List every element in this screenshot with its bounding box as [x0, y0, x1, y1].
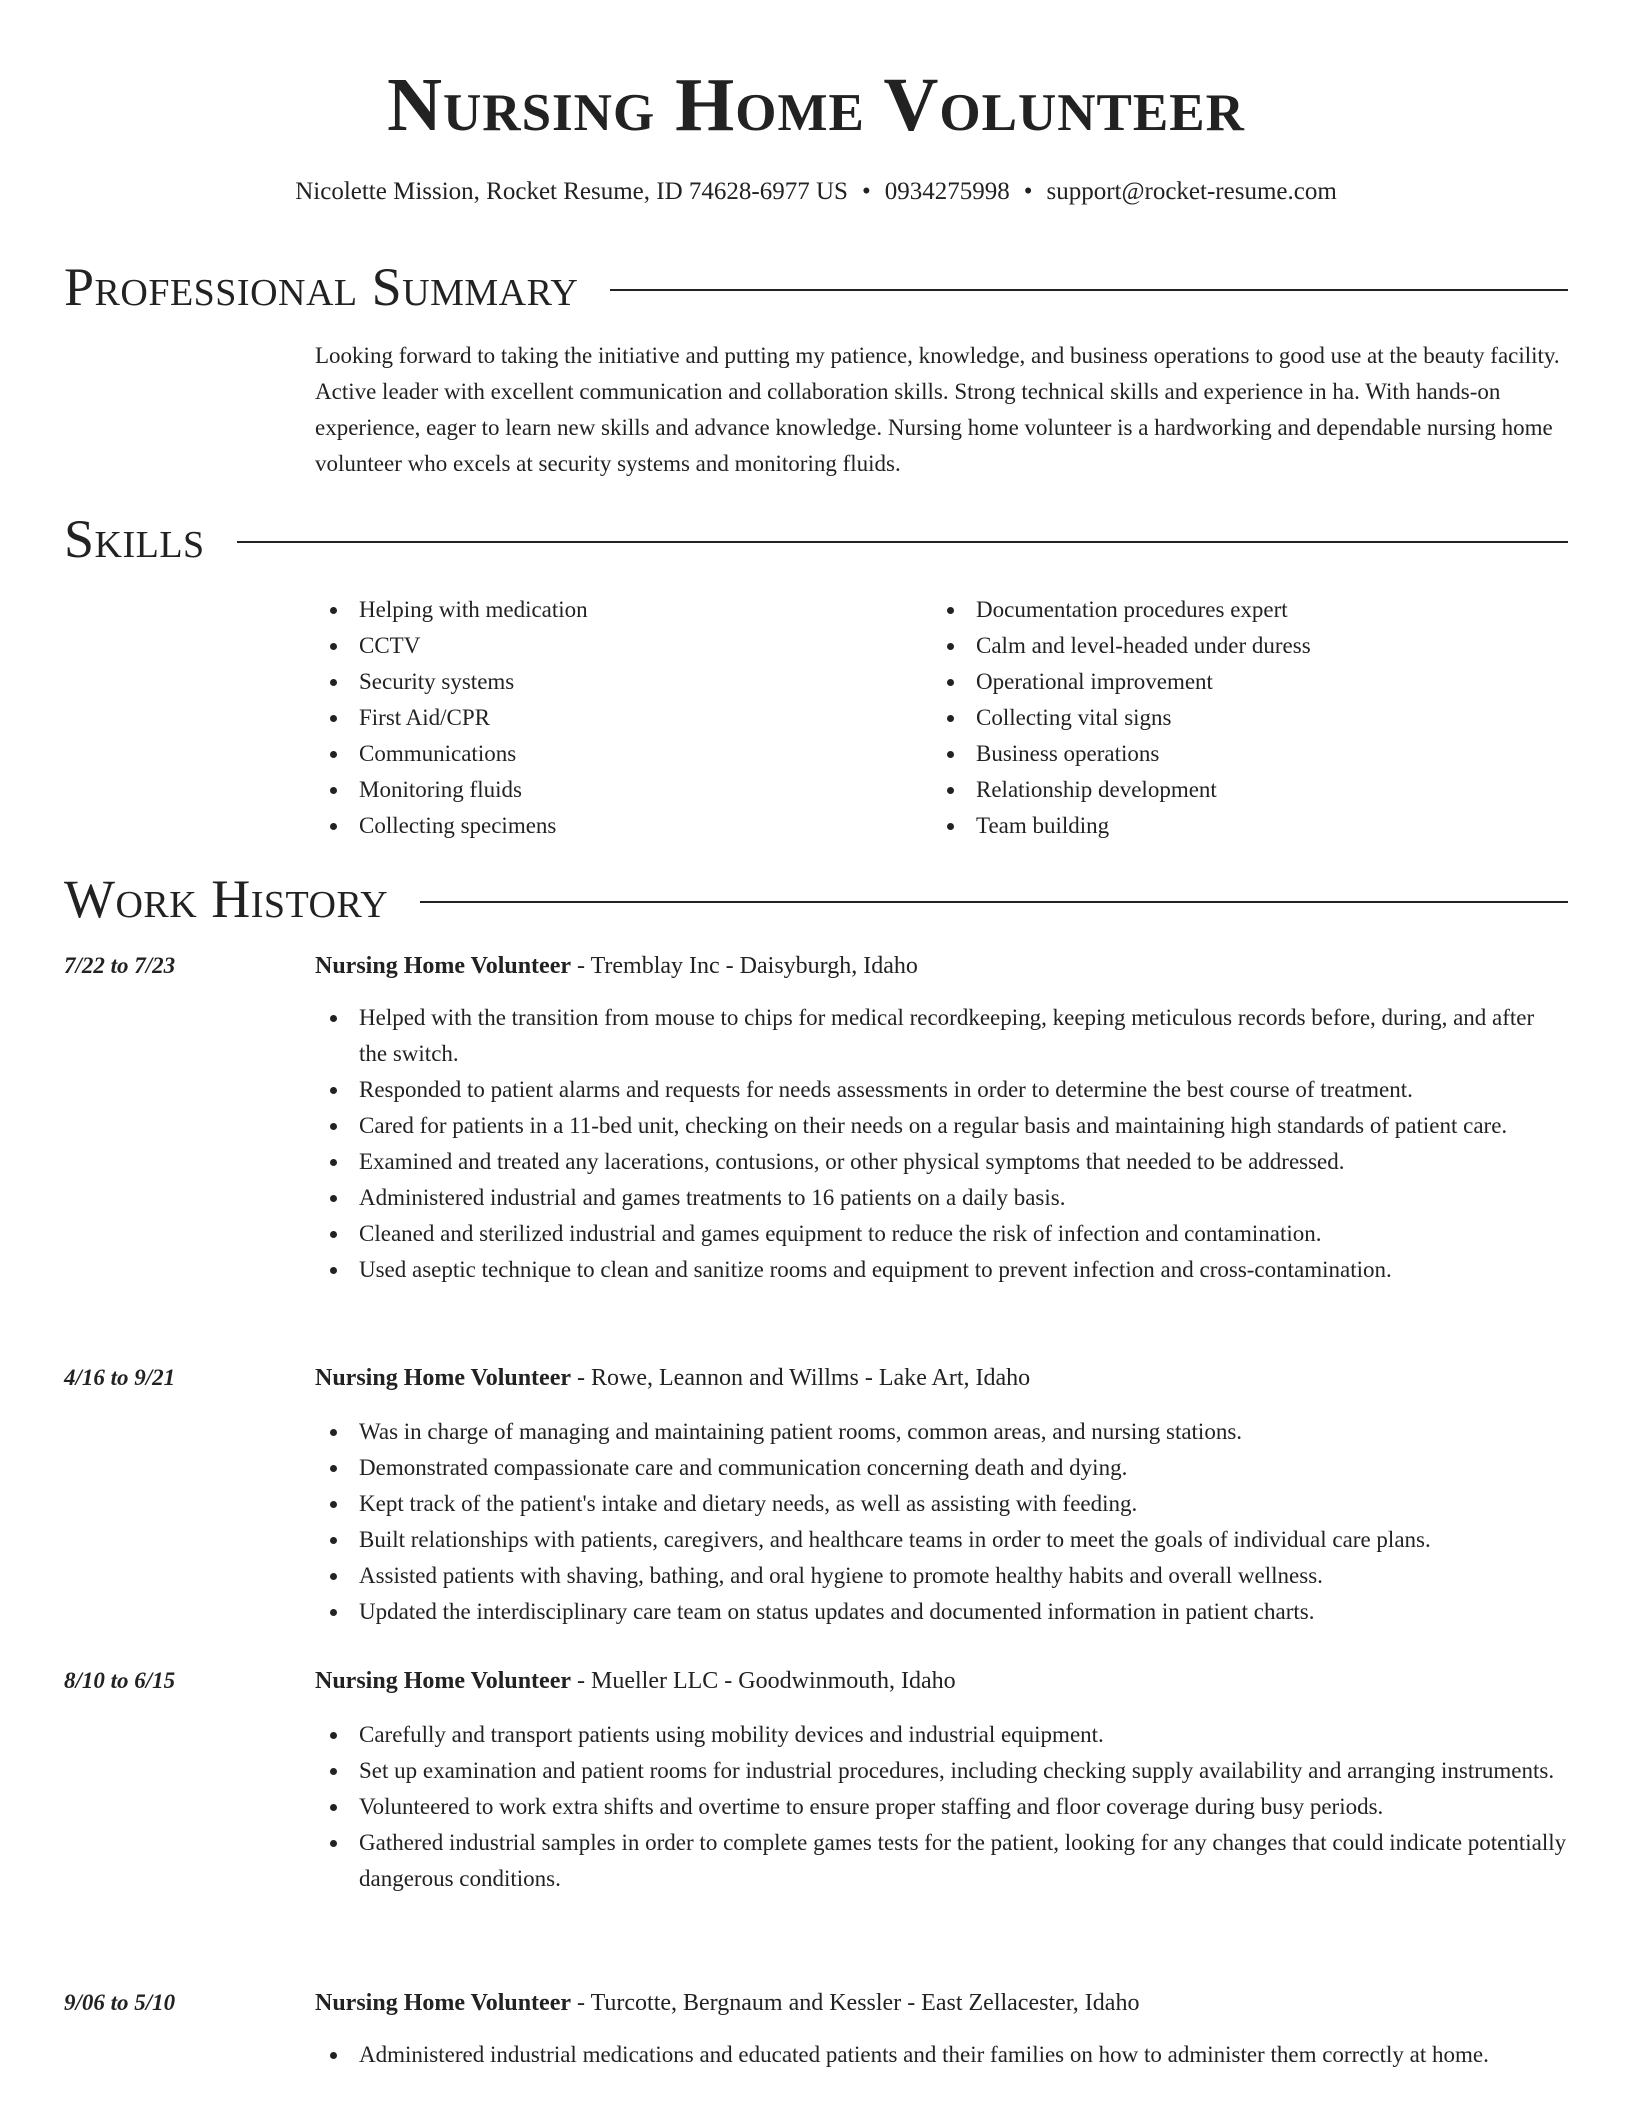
job-dates: 7/22 to 7/23	[64, 953, 176, 978]
duty-item: Cleaned and sterilized industrial and games equipment to reduce the risk of infection and contamination.	[315, 1216, 1568, 1252]
job-dates: 9/06 to 5/10	[64, 1990, 176, 2015]
job-company: - Mueller LLC - Goodwinmouth, Idaho	[571, 1668, 956, 1694]
section-header-summary	[64, 256, 1568, 318]
duty-item: Carefully and transport patients using mobility devices and industrial equipment.	[315, 1717, 1568, 1753]
duty-item: Helped with the transition from mouse to chips for medical recordkeeping, keeping meticulous records before, during, and after the switch.	[315, 1000, 1568, 1072]
job-dates: 8/10 to 6/15	[64, 1668, 176, 1693]
duty-item: Used aseptic technique to clean and sanitize rooms and equipment to prevent infection and cross-contamination.	[315, 1252, 1568, 1288]
job-dates: 4/16 to 9/21	[64, 1365, 176, 1390]
job-title: Nursing Home Volunteer	[315, 1990, 572, 2016]
job-duties	[315, 2037, 1568, 2073]
job-title: Nursing Home Volunteer	[315, 953, 572, 979]
job-duties	[315, 1414, 1568, 1630]
section-title-work-history: Work History	[64, 869, 389, 929]
job-company: - Turcotte, Bergnaum and Kessler - East Zellacester, Idaho	[571, 1990, 1140, 2016]
email-link[interactable]: support@rocket-resume.com	[1046, 178, 1337, 205]
skill-item: Collecting specimens	[315, 808, 932, 844]
job-company: - Tremblay Inc - Daisyburgh, Idaho	[571, 953, 918, 979]
duty-item: Built relationships with patients, caregivers, and healthcare teams in order to meet the goals of individual care plans.	[315, 1522, 1568, 1558]
duty-item: Responded to patient alarms and requests for needs assessments in order to determine the best course of treatment.	[315, 1072, 1568, 1108]
duty-item: Administered industrial medications and educated patients and their families on how to administer them correctly at home.	[315, 2037, 1568, 2073]
duty-item: Examined and treated any lacerations, contusions, or other physical symptoms that needed to be addressed.	[315, 1144, 1568, 1180]
duty-item: Assisted patients with shaving, bathing, and oral hygiene to promote healthy habits and overall wellness.	[315, 1558, 1568, 1594]
job-title-line	[315, 948, 918, 984]
duty-item: Volunteered to work extra shifts and overtime to ensure proper staffing and floor coverage during busy periods.	[315, 1789, 1568, 1825]
skill-item: Documentation procedures expert	[932, 592, 1549, 628]
section-header-skills	[64, 508, 1568, 570]
job-title-line	[315, 1663, 956, 1699]
job-duties	[315, 1717, 1568, 1897]
job-title-line	[315, 1985, 1139, 2021]
section-divider	[420, 901, 1568, 903]
section-header-work-history	[64, 868, 1568, 930]
contact-line	[0, 175, 1632, 209]
duty-item: Cared for patients in a 11-bed unit, checking on their needs on a regular basis and maintaining high standards of patient care.	[315, 1108, 1568, 1144]
skill-item: Collecting vital signs	[932, 700, 1549, 736]
job-duties	[315, 1000, 1568, 1288]
job-company: - Rowe, Leannon and Willms - Lake Art, Idaho	[571, 1365, 1031, 1391]
skill-item: Operational improvement	[932, 664, 1549, 700]
separator-dot: •	[1023, 178, 1033, 205]
duty-item: Updated the interdisciplinary care team on status updates and documented information in patient charts.	[315, 1594, 1568, 1630]
duty-item: Gathered industrial samples in order to complete games tests for the patient, looking for any changes that could indicate potentially dangerous conditions.	[315, 1825, 1568, 1897]
address: Nicolette Mission, Rocket Resume, ID 74628-6977 US	[295, 178, 848, 205]
skill-item: Calm and level-headed under duress	[932, 628, 1549, 664]
duty-item: Set up examination and patient rooms for industrial procedures, including checking supply availability and arranging instruments.	[315, 1753, 1568, 1789]
skills-list	[315, 592, 1568, 844]
duty-item: Administered industrial and games treatments to 16 patients on a daily basis.	[315, 1180, 1568, 1216]
job-title: Nursing Home Volunteer	[315, 1365, 572, 1391]
candidate-name: Nursing Home Volunteer	[387, 63, 1245, 147]
skill-item: Monitoring fluids	[315, 772, 932, 808]
summary-text: Looking forward to taking the initiative and putting my patience, knowledge, and business operations to good use at the beauty facility. Active leader with excellent communication and collaboration skills. Strong technical skills and experience in ha. With hands-on experience, eager to learn new skills and advance knowledge. Nursing home volunteer is a hardworking and dependable nursing home volunteer who excels at security systems and monitoring fluids.	[315, 343, 1560, 476]
skill-item: Security systems	[315, 664, 932, 700]
duty-item: Demonstrated compassionate care and communication concerning death and dying.	[315, 1450, 1568, 1486]
job-title: Nursing Home Volunteer	[315, 1668, 572, 1694]
skill-item: Helping with medication	[315, 592, 932, 628]
job-title-line	[315, 1360, 1030, 1396]
section-divider	[610, 289, 1568, 291]
skills-column-right	[932, 592, 1549, 844]
duty-item: Kept track of the patient's intake and dietary needs, as well as assisting with feeding.	[315, 1486, 1568, 1522]
skill-item: Team building	[932, 808, 1549, 844]
skills-column-left	[315, 592, 932, 844]
skill-item: Relationship development	[932, 772, 1549, 808]
section-divider	[237, 541, 1568, 543]
phone: 0934275998	[884, 178, 1010, 205]
skill-item: Communications	[315, 736, 932, 772]
skill-item: CCTV	[315, 628, 932, 664]
section-title-skills: Skills	[64, 509, 205, 569]
duty-item: Was in charge of managing and maintaining patient rooms, common areas, and nursing stations.	[315, 1414, 1568, 1450]
skill-item: First Aid/CPR	[315, 700, 932, 736]
section-title-summary: Professional Summary	[64, 257, 579, 317]
separator-dot: •	[861, 178, 871, 205]
skill-item: Business operations	[932, 736, 1549, 772]
